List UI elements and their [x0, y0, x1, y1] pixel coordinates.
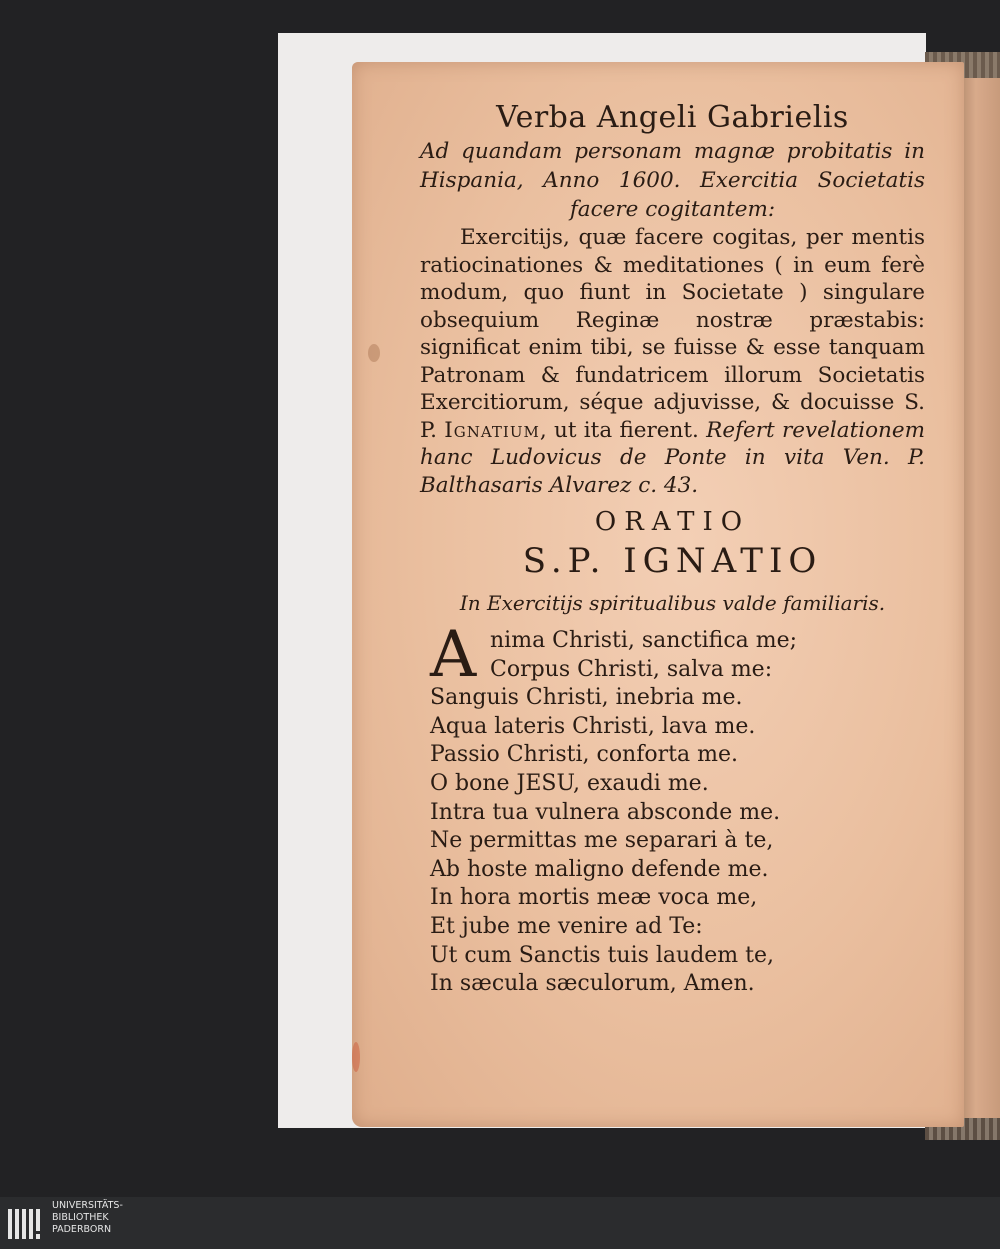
prayer-line: Ut cum Sanctis tuis laudem te,	[430, 942, 775, 968]
prayer-line: Sanguis Christi, inebria me.	[430, 685, 743, 711]
paper-stain	[352, 1042, 360, 1072]
prayer-line: Ab hoste maligno defende me.	[430, 856, 769, 882]
prayer-line: In sæcula sæculorum, Amen.	[430, 971, 755, 997]
paper-stain	[368, 344, 380, 362]
prayer-line: In hora mortis meæ voca me,	[430, 885, 758, 911]
facing-page-edge	[958, 60, 1000, 1140]
library-name-line: PADERBORN	[52, 1224, 112, 1235]
footer-bar	[0, 1197, 1000, 1249]
prayer-line: Aqua lateris Christi, lava me.	[430, 713, 756, 739]
body-text: Exercitijs, quæ facere cogitas, per mentis ratiocinationes & meditationes ( in eum ferè modum, quo fiunt in Societate ) singulare obsequium Reginæ nostræ præstabis: significat enim tibi, se fuisse & esse tanquam Patronam & fundatricem illorum Societatis Exercitiorum, séque adjuvisse, & docuisse S. P.	[420, 225, 925, 443]
library-name-line: BIBLIOTHEK	[52, 1212, 109, 1223]
prayer-line: Et jube me venire ad Te:	[430, 913, 703, 939]
library-logo-icon	[6, 1205, 46, 1243]
oratio-heading: ORATIO	[594, 507, 751, 537]
oratio-subheading: S.P. IGNATIO	[522, 541, 823, 581]
page-title: Verba Angeli Gabrielis	[496, 100, 849, 135]
book-page	[352, 62, 964, 1127]
body-name: Ignatium	[444, 417, 540, 443]
prayer-line: Intra tua vulnera absconde me.	[430, 799, 781, 825]
prayer-line: Corpus Christi, salva me:	[490, 656, 773, 682]
library-name	[52, 1200, 123, 1236]
intro-text: Ad quandam personam magnæ probitatis in Hispania, Anno 1600. Exercitia Societatis facere cogitantem:	[420, 139, 925, 222]
prayer-line: Passio Christi, conforta me.	[430, 742, 738, 768]
oratio-caption: In Exercitijs spiritualibus valde familiaris.	[459, 591, 886, 615]
prayer-line: O bone JESU, exaudi me.	[430, 770, 709, 796]
prayer-line: Ne permittas me separari à te,	[430, 828, 774, 854]
body-after: , ut ita fierent.	[539, 417, 699, 443]
body-paragraph	[420, 224, 925, 499]
page-text	[420, 100, 925, 999]
reference-text: Refert revelationem hanc Ludovicus de Ponte in vita Ven. P. Balthasaris Alvarez c. 43.	[420, 417, 925, 498]
library-name-line: UNIVERSITÄTS-	[52, 1200, 123, 1211]
drop-cap: A	[430, 618, 477, 692]
prayer-block	[420, 618, 925, 999]
prayer-line: nima Christi, sanctifica me;	[490, 628, 798, 653]
